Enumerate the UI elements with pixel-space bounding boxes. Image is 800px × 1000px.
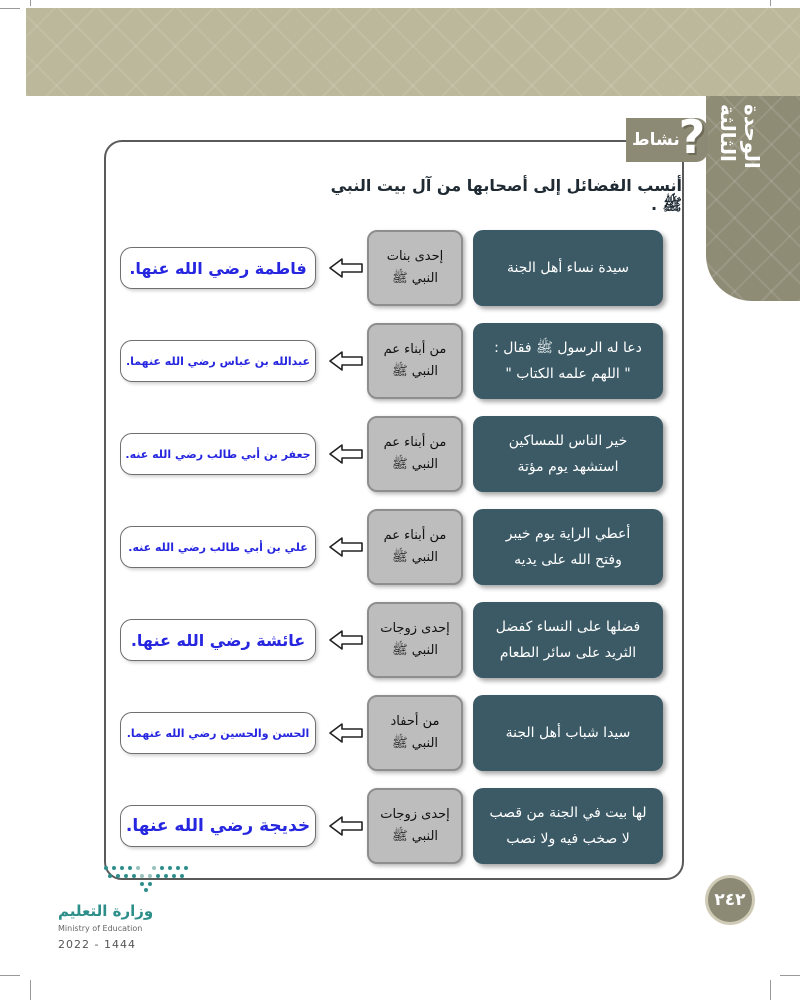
instruction-text: أنسب الفضائل إلى أصحابها من آل بيت النبي ﷺ .	[330, 176, 682, 214]
question-mark-icon: ?	[678, 110, 706, 164]
relation-text: من أبناء عم النبي ﷺ	[383, 528, 447, 565]
virtue-box	[473, 230, 663, 306]
virtue-box	[473, 323, 663, 399]
answer-box	[120, 712, 316, 754]
ministry-name-english: Ministry of Education	[58, 924, 143, 933]
answer-box	[120, 340, 316, 382]
ministry-name-arabic: وزارة التعليم	[58, 902, 154, 920]
ministry-logo-icon	[100, 862, 192, 896]
answer-box	[120, 433, 316, 475]
answer-text: جعفر بن أبي طالب رضي الله عنه.	[125, 447, 311, 461]
crop-mark	[30, 980, 31, 1000]
header-band	[26, 8, 800, 96]
virtue-text: خير الناس للمساكين استشهد يوم مؤتة	[508, 433, 628, 475]
arrow-left-icon	[329, 258, 363, 278]
relation-text: من أبناء عم النبي ﷺ	[383, 342, 447, 379]
virtue-text: سيدة نساء أهل الجنة	[506, 260, 630, 276]
answer-text: خديجة رضي الله عنها.	[125, 816, 311, 836]
arrow-left-icon	[329, 537, 363, 557]
virtue-text: فضلها على النساء كفضل الثريد على سائر الطعام	[495, 619, 641, 661]
arrow-left-icon	[329, 630, 363, 650]
crop-mark	[770, 0, 771, 6]
relation-text: من أبناء عم النبي ﷺ	[383, 435, 447, 472]
relation-text: إحدى بنات النبي ﷺ	[386, 249, 444, 286]
edition-year: 2022 - 1444	[58, 938, 136, 951]
relation-box	[367, 230, 463, 306]
arrow-left-icon	[329, 444, 363, 464]
crop-mark	[0, 975, 20, 976]
answer-box	[120, 619, 316, 661]
crop-mark	[0, 8, 20, 9]
virtue-box	[473, 509, 663, 585]
answer-box	[120, 526, 316, 568]
virtue-box	[473, 416, 663, 492]
answer-text: عائشة رضي الله عنها.	[130, 630, 306, 650]
crop-mark	[780, 975, 800, 976]
relation-box	[367, 602, 463, 678]
relation-box	[367, 416, 463, 492]
virtue-text: لها بيت في الجنة من قصب لا صخب فيه ولا نصب	[489, 805, 647, 847]
relation-text: إحدى زوجات النبي ﷺ	[380, 621, 450, 658]
crop-mark	[770, 980, 771, 1000]
answer-box	[120, 247, 316, 289]
virtue-text: سيدا شباب أهل الجنة	[505, 725, 631, 741]
crop-mark	[30, 0, 31, 6]
virtue-box	[473, 695, 663, 771]
relation-text: من أحفاد النبي ﷺ	[390, 714, 440, 751]
answer-text: عبدالله بن عباس رضي الله عنهما.	[126, 354, 311, 368]
page-number: ٢٤٢	[708, 878, 752, 922]
arrow-left-icon	[329, 816, 363, 836]
virtue-box	[473, 788, 663, 864]
activity-label-text: نشاط	[632, 130, 680, 150]
relation-box	[367, 323, 463, 399]
virtue-box	[473, 602, 663, 678]
virtue-text: دعا له الرسول ﷺ فقال : " اللهم علمه الكتاب "	[494, 340, 642, 382]
relation-box	[367, 788, 463, 864]
arrow-left-icon	[329, 723, 363, 743]
unit-title: الوحدة الثالثة	[716, 104, 764, 169]
relation-text: إحدى زوجات النبي ﷺ	[380, 807, 450, 844]
virtue-text: أعطي الراية يوم خيبر وفتح الله على يديه	[505, 526, 631, 568]
answer-text: الحسن والحسين رضي الله عنهما.	[126, 726, 310, 740]
answer-text: فاطمة رضي الله عنها.	[129, 258, 307, 278]
arrow-left-icon	[329, 351, 363, 371]
relation-box	[367, 695, 463, 771]
relation-box	[367, 509, 463, 585]
answer-box	[120, 805, 316, 847]
answer-text: علي بن أبي طالب رضي الله عنه.	[128, 540, 308, 554]
